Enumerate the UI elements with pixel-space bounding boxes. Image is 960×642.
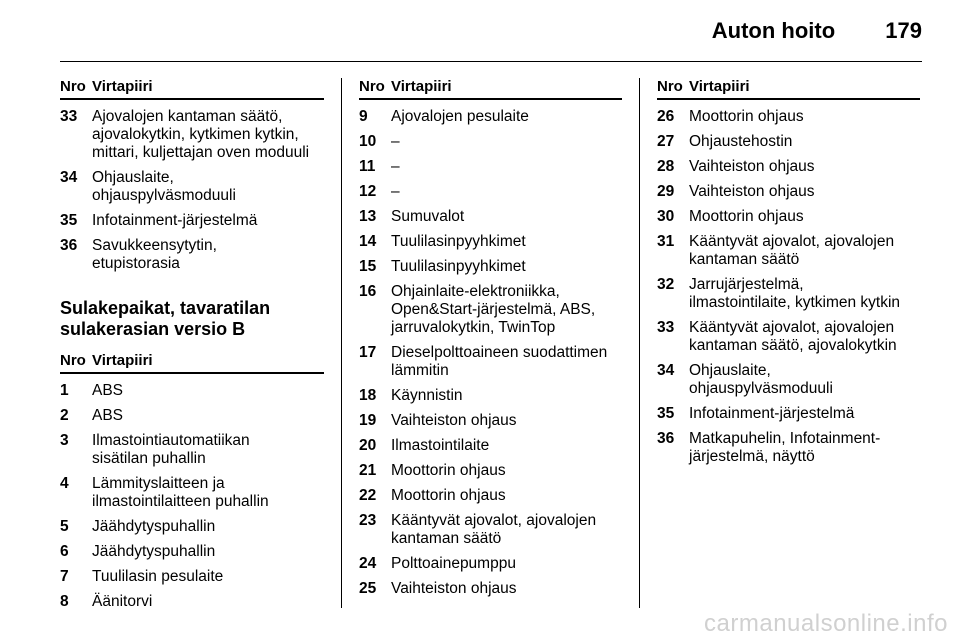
table-row bbox=[60, 568, 324, 586]
page-title: Auton hoito bbox=[711, 18, 836, 43]
circuit-description: – bbox=[391, 158, 400, 175]
fuse-number: 3 bbox=[60, 432, 69, 449]
circuit-description: Ajovalojen pesulaite bbox=[391, 108, 529, 125]
circuit-description: Kääntyvät ajovalot, ajovalojen kantaman säätö, ajovalokytkin bbox=[689, 319, 897, 354]
fuse-number: 29 bbox=[657, 183, 675, 200]
fuse-number: 17 bbox=[359, 344, 377, 361]
fuse-number: 19 bbox=[359, 412, 377, 429]
header-virtapiiri: Virtapiiri bbox=[391, 78, 452, 95]
table-header bbox=[60, 352, 324, 374]
fuse-number: 2 bbox=[60, 407, 69, 424]
circuit-description: Vaihteiston ohjaus bbox=[689, 183, 815, 200]
circuit-description: Tuulilasinpyyhkimet bbox=[391, 258, 526, 275]
table-row bbox=[359, 412, 622, 430]
header-nro: Nro bbox=[359, 78, 385, 95]
fuse-number: 6 bbox=[60, 543, 69, 560]
table-row bbox=[359, 158, 622, 176]
column-1 bbox=[60, 78, 324, 618]
fuse-number: 22 bbox=[359, 487, 377, 504]
table-row bbox=[359, 487, 622, 505]
fuse-number: 4 bbox=[60, 475, 69, 492]
fuse-number: 16 bbox=[359, 283, 377, 300]
fuse-number: 31 bbox=[657, 233, 675, 250]
circuit-description: Tuulilasinpyyhkimet bbox=[391, 233, 526, 250]
table-row bbox=[657, 405, 920, 423]
fuse-table-d bbox=[657, 108, 920, 466]
circuit-description: Jarrujärjestelmä, ilmastointilaite, kytkimen kytkin bbox=[689, 276, 901, 311]
circuit-description: Sumuvalot bbox=[391, 208, 465, 225]
table-row bbox=[359, 555, 622, 573]
circuit-description: Ilmastointilaite bbox=[391, 437, 490, 454]
circuit-description: Polttoainepumppu bbox=[391, 555, 516, 572]
table-row bbox=[657, 276, 920, 312]
fuse-number: 25 bbox=[359, 580, 377, 597]
fuse-number: 32 bbox=[657, 276, 675, 293]
circuit-description: Moottorin ohjaus bbox=[689, 208, 804, 225]
table-row bbox=[60, 543, 324, 561]
table-row bbox=[657, 362, 920, 398]
watermark: carmanualsonline.info bbox=[704, 610, 948, 637]
fuse-number: 23 bbox=[359, 512, 377, 529]
table-row bbox=[60, 475, 324, 511]
column-divider bbox=[341, 78, 342, 608]
fuse-number: 36 bbox=[60, 237, 78, 254]
fuse-number: 14 bbox=[359, 233, 377, 250]
table-header bbox=[60, 78, 324, 100]
circuit-description: Käynnistin bbox=[391, 387, 463, 404]
circuit-description: Tuulilasin pesulaite bbox=[92, 568, 224, 585]
circuit-description: Kääntyvät ajovalot, ajovalojen kantaman säätö bbox=[689, 233, 895, 268]
circuit-description: Ohjauslaite, ohjauspylväsmoduuli bbox=[92, 169, 236, 204]
table-row bbox=[657, 430, 920, 466]
table-row bbox=[359, 283, 622, 337]
circuit-description: Dieselpolttoaineen suodattimen lämmitin bbox=[391, 344, 608, 379]
table-row bbox=[60, 108, 324, 162]
table-row bbox=[60, 432, 324, 468]
circuit-description: Moottorin ohjaus bbox=[391, 487, 506, 504]
fuse-number: 33 bbox=[60, 108, 78, 125]
fuse-number: 1 bbox=[60, 382, 69, 399]
fuse-number: 18 bbox=[359, 387, 377, 404]
header-nro: Nro bbox=[60, 78, 86, 95]
table-row bbox=[359, 580, 622, 598]
fuse-number: 21 bbox=[359, 462, 377, 479]
page-number: 179 bbox=[885, 18, 922, 43]
fuse-number: 20 bbox=[359, 437, 377, 454]
fuse-number: 10 bbox=[359, 133, 377, 150]
table-row bbox=[657, 108, 920, 126]
header-virtapiiri: Virtapiiri bbox=[92, 352, 153, 369]
table-row bbox=[60, 212, 324, 230]
circuit-description: Moottorin ohjaus bbox=[391, 462, 506, 479]
fuse-number: 24 bbox=[359, 555, 377, 572]
table-row bbox=[60, 593, 324, 611]
header-nro: Nro bbox=[60, 352, 86, 369]
table-row bbox=[359, 233, 622, 251]
fuse-table-c bbox=[359, 108, 622, 598]
fuse-table-b bbox=[60, 382, 324, 611]
circuit-description: Infotainment-järjestelmä bbox=[689, 405, 855, 422]
table-row bbox=[657, 319, 920, 355]
fuse-number: 34 bbox=[60, 169, 78, 186]
circuit-description: Ohjaustehostin bbox=[689, 133, 793, 150]
fuse-number: 7 bbox=[60, 568, 69, 585]
circuit-description: Vaihteiston ohjaus bbox=[391, 412, 517, 429]
table-row bbox=[359, 462, 622, 480]
circuit-description: ABS bbox=[92, 382, 124, 399]
header-virtapiiri: Virtapiiri bbox=[92, 78, 153, 95]
table-row bbox=[657, 183, 920, 201]
circuit-description: Ajovalojen kantaman säätö, ajovalokytkin, kytkimen kytkin, mittari, kuljettajan oven moduuli bbox=[92, 108, 310, 161]
fuse-number: 28 bbox=[657, 158, 675, 175]
table-row bbox=[657, 208, 920, 226]
fuse-number: 12 bbox=[359, 183, 377, 200]
circuit-description: Moottorin ohjaus bbox=[689, 108, 804, 125]
table-row bbox=[359, 387, 622, 405]
fuse-number: 5 bbox=[60, 518, 69, 535]
circuit-description: Lämmityslaitteen ja ilmastointilaitteen puhallin bbox=[92, 475, 269, 510]
table-header bbox=[359, 78, 622, 100]
table-row bbox=[60, 518, 324, 536]
table-row bbox=[359, 108, 622, 126]
table-row bbox=[60, 237, 324, 273]
column-3 bbox=[657, 78, 920, 473]
table-row bbox=[60, 407, 324, 425]
table-row bbox=[60, 382, 324, 400]
fuse-number: 35 bbox=[657, 405, 675, 422]
fuse-number: 15 bbox=[359, 258, 377, 275]
fuse-number: 11 bbox=[359, 158, 376, 175]
section-title: Sulakepaikat, tavaratilan sulakerasian versio B bbox=[60, 298, 271, 339]
table-row bbox=[359, 183, 622, 201]
table-row bbox=[359, 344, 622, 380]
fuse-number: 26 bbox=[657, 108, 675, 125]
table-row bbox=[359, 208, 622, 226]
circuit-description: Äänitorvi bbox=[92, 593, 153, 610]
fuse-number: 35 bbox=[60, 212, 78, 229]
column-2 bbox=[359, 78, 622, 605]
table-row bbox=[359, 133, 622, 151]
fuse-number: 27 bbox=[657, 133, 675, 150]
column-divider bbox=[639, 78, 640, 608]
circuit-description: Kääntyvät ajovalot, ajovalojen kantaman säätö bbox=[391, 512, 597, 547]
fuse-number: 36 bbox=[657, 430, 675, 447]
circuit-description: – bbox=[391, 183, 400, 200]
fuse-number: 33 bbox=[657, 319, 675, 336]
table-row bbox=[359, 512, 622, 548]
table-header bbox=[657, 78, 920, 100]
circuit-description: Savukkeensytytin, etupistorasia bbox=[92, 237, 217, 272]
circuit-description: Jäähdytyspuhallin bbox=[92, 543, 216, 560]
circuit-description: Ilmastointiautomatiikan sisätilan puhallin bbox=[92, 432, 250, 467]
fuse-number: 8 bbox=[60, 593, 69, 610]
fuse-number: 9 bbox=[359, 108, 368, 125]
fuse-number: 34 bbox=[657, 362, 675, 379]
table-row bbox=[60, 169, 324, 205]
circuit-description: Infotainment-järjestelmä bbox=[92, 212, 258, 229]
table-row bbox=[359, 258, 622, 276]
table-row bbox=[657, 158, 920, 176]
circuit-description: ABS bbox=[92, 407, 124, 424]
table-row bbox=[657, 133, 920, 151]
fuse-number: 30 bbox=[657, 208, 675, 225]
circuit-description: Ohjainlaite-elektroniikka, Open&Start-järjestelmä, ABS, jarruvalokytkin, TwinTop bbox=[391, 283, 596, 336]
circuit-description: Vaihteiston ohjaus bbox=[689, 158, 815, 175]
fuse-table-a bbox=[60, 108, 324, 273]
header-rule bbox=[60, 61, 922, 62]
table-row bbox=[359, 437, 622, 455]
table-row bbox=[657, 233, 920, 269]
circuit-description: – bbox=[391, 133, 400, 150]
circuit-description: Jäähdytyspuhallin bbox=[92, 518, 216, 535]
fuse-number: 13 bbox=[359, 208, 377, 225]
header-nro: Nro bbox=[657, 78, 683, 95]
circuit-description: Matkapuhelin, Infotainment- järjestelmä, näyttö bbox=[689, 430, 881, 465]
header-virtapiiri: Virtapiiri bbox=[689, 78, 750, 95]
circuit-description: Vaihteiston ohjaus bbox=[391, 580, 517, 597]
page-header bbox=[712, 18, 922, 44]
circuit-description: Ohjauslaite, ohjauspylväsmoduuli bbox=[689, 362, 833, 397]
